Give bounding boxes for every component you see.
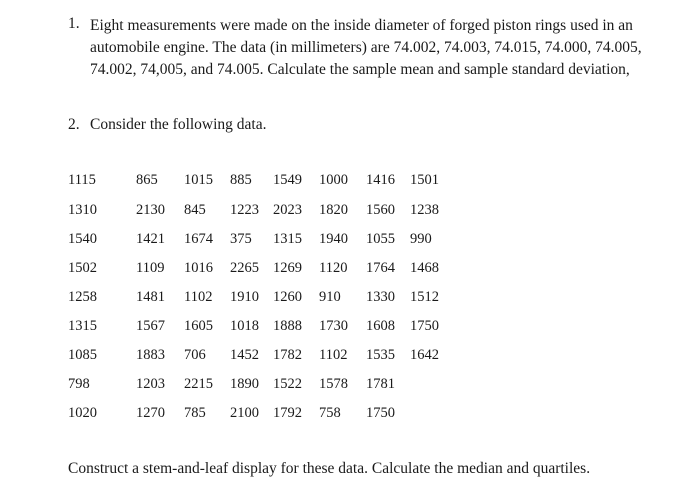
table-cell: 1258 [68,289,97,305]
table-cell: 1501 [410,172,439,188]
table-cell: 1468 [410,260,439,276]
question-1-line: Eight measurements were made on the inside diameter of forged piston rings used in an [90,17,633,34]
table-cell: 1560 [366,202,395,218]
question-2 [68,115,267,135]
table-cell: 2130 [136,202,165,218]
table-cell: 1102 [319,347,348,363]
table-cell: 910 [319,289,341,305]
question-1-text [90,15,688,81]
table-cell: 1330 [366,289,395,305]
table-cell: 1020 [68,405,97,421]
table-cell: 2215 [184,376,213,392]
table-cell: 1416 [366,172,395,188]
table-cell: 1512 [410,289,439,305]
table-cell: 1055 [366,231,395,247]
table-cell: 798 [68,376,90,392]
table-cell: 1883 [136,347,165,363]
question-1-line: 74.002, 74,005, and 74.005. Calculate the sample mean and sample standard deviation, [90,61,630,78]
table-cell: 1782 [273,347,302,363]
table-cell: 1730 [319,318,348,334]
table-cell: 1750 [366,405,395,421]
table-cell: 1764 [366,260,395,276]
table-cell: 1940 [319,231,348,247]
question-2-number: 2. [68,116,80,133]
table-cell: 1102 [184,289,213,305]
question-2-instruction: Construct a stem-and-leaf display for these data. Calculate the median and quartiles. [68,460,591,477]
table-cell: 375 [230,231,252,247]
table-cell: 1223 [230,202,259,218]
table-cell: 1792 [273,405,302,421]
table-cell: 1452 [230,347,259,363]
table-cell: 845 [184,202,206,218]
table-cell: 2265 [230,260,259,276]
table-cell: 1888 [273,318,302,334]
table-cell: 1018 [230,318,259,334]
table-cell: 2023 [273,202,302,218]
table-cell: 1421 [136,231,165,247]
table-cell: 1015 [184,172,213,188]
table-cell: 785 [184,405,206,421]
table-cell: 1750 [410,318,439,334]
table-cell: 758 [319,405,341,421]
table-cell: 1269 [273,260,302,276]
table-cell: 1115 [68,172,96,188]
table-cell: 706 [184,347,206,363]
question-1 [68,15,688,81]
table-cell: 865 [136,172,158,188]
table-cell: 1260 [273,289,302,305]
table-cell: 1481 [136,289,165,305]
table-cell: 1605 [184,318,213,334]
table-cell: 1000 [319,172,348,188]
question-1-number: 1. [68,15,80,32]
table-cell: 1608 [366,318,395,334]
table-cell: 1674 [184,231,213,247]
table-cell: 2100 [230,405,259,421]
table-cell: 1535 [366,347,395,363]
table-cell: 1109 [136,260,165,276]
table-cell: 1238 [410,202,439,218]
table-cell: 1203 [136,376,165,392]
table-cell: 1315 [68,318,97,334]
table-cell: 1549 [273,172,302,188]
table-cell: 1522 [273,376,302,392]
table-cell: 1910 [230,289,259,305]
table-cell: 1820 [319,202,348,218]
table-cell: 1502 [68,260,97,276]
question-1-line: automobile engine. The data (in millimeters) are 74.002, 74.003, 74.015, 74.000, 74.005, [90,39,642,56]
table-cell: 1567 [136,318,165,334]
table-cell: 1890 [230,376,259,392]
table-cell: 1578 [319,376,348,392]
question-2-text: Consider the following data. [90,116,267,133]
table-cell: 1120 [319,260,348,276]
table-cell: 1540 [68,231,97,247]
table-cell: 1315 [273,231,302,247]
table-cell: 1085 [68,347,97,363]
table-cell: 1642 [410,347,439,363]
table-cell: 1016 [184,260,213,276]
table-cell: 1270 [136,405,165,421]
table-cell: 1781 [366,376,395,392]
table-cell: 1310 [68,202,97,218]
table-cell: 885 [230,172,252,188]
table-cell: 990 [410,231,432,247]
